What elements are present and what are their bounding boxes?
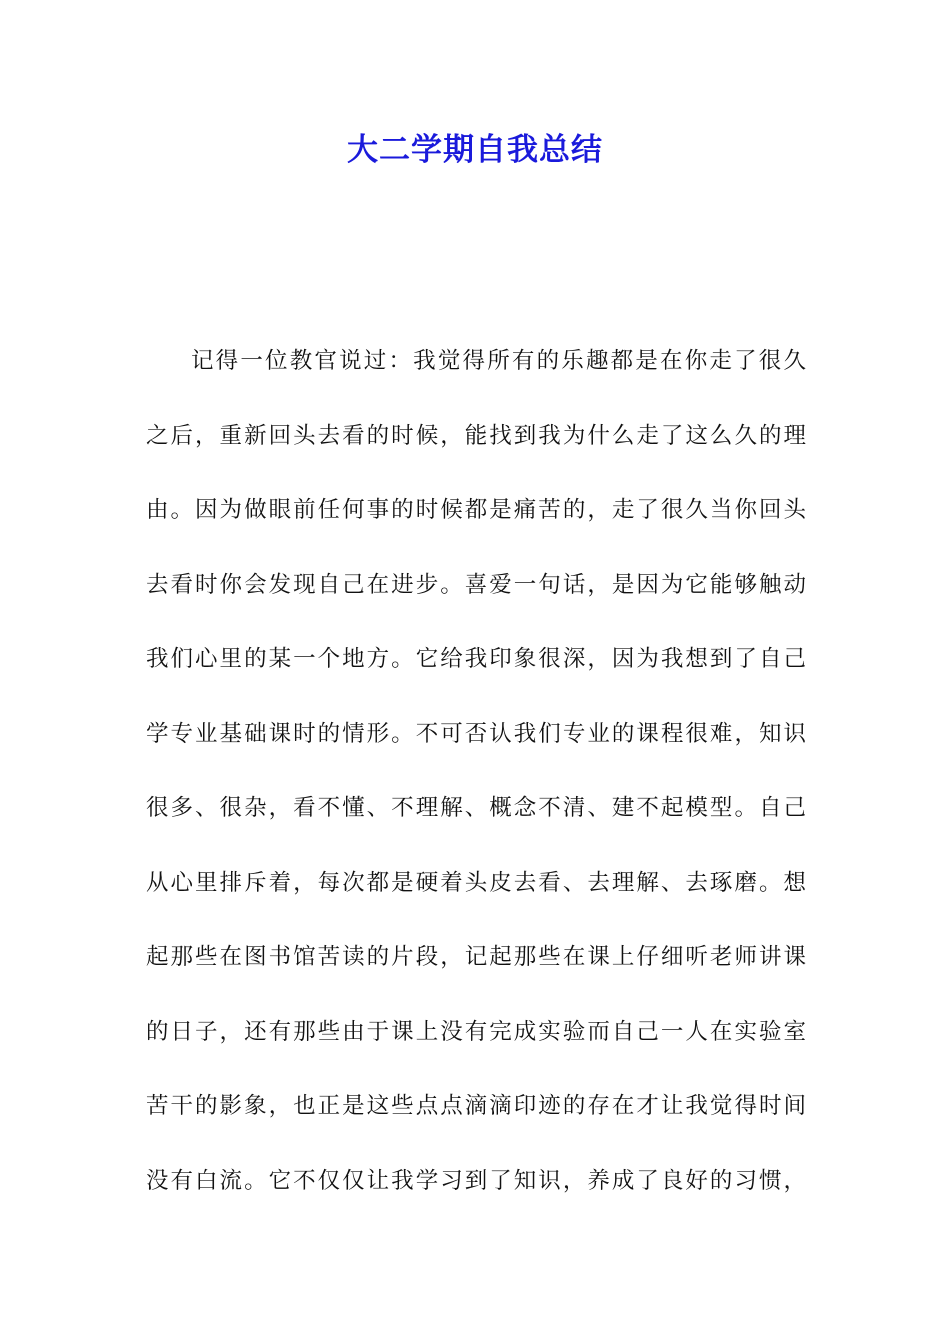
paragraph-line: 之后，重新回头去看的时候，能找到我为什么走了这么久的理 (146, 422, 806, 449)
paragraph-line: 去看时你会发现自己在进步。喜爱一句话，是因为它能够触动 (146, 571, 806, 598)
paragraph-line: 的日子，还有那些由于课上没有完成实验而自己一人在实验室 (146, 1018, 806, 1045)
paragraph-line: 苦干的影象，也正是这些点点滴滴印迹的存在才让我觉得时间 (146, 1093, 806, 1119)
paragraph-line: 我们心里的某一个地方。它给我印象很深，因为我想到了自己 (146, 646, 806, 672)
paragraph-line: 记得一位教官说过：我觉得所有的乐趣都是在你走了很久 (191, 348, 806, 374)
document-title: 大二学期自我总结 (347, 132, 603, 168)
paragraph-line: 由。因为做眼前任何事的时候都是痛苦的，走了很久当你回头 (146, 497, 806, 523)
paragraph-line: 学专业基础课时的情形。不可否认我们专业的课程很难，知识 (146, 720, 806, 747)
body-paragraph (146, 336, 806, 1230)
paragraph-line: 从心里排斥着，每次都是硬着头皮去看、去理解、去琢磨。想 (146, 869, 806, 896)
paragraph-line: 起那些在图书馆苦读的片段，记起那些在课上仔细听老师讲课 (146, 944, 806, 970)
paragraph-line: 没有白流。它不仅仅让我学习到了知识，养成了良好的习惯， (146, 1167, 806, 1194)
paragraph-line: 很多、很杂，看不懂、不理解、概念不清、建不起模型。自己 (146, 795, 806, 821)
